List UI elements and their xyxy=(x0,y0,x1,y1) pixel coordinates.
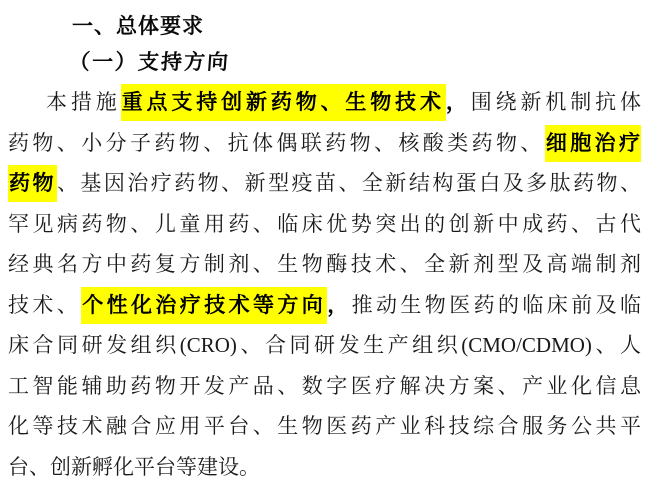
body-text: 技术、 xyxy=(8,292,82,317)
body-text: 工智能辅助药物开发产品、数字医疗解决方案、产业化信息 xyxy=(8,373,641,398)
body-text: 推动生物医药的临床前及临 xyxy=(351,292,642,317)
section-title: 一、总体要求 xyxy=(72,14,204,38)
highlighted-text: 细胞治疗 xyxy=(545,125,641,162)
highlighted-text: 药物 xyxy=(8,165,57,202)
body-text: 化等技术融合应用平台、生物医药产业科技综合服务公共平 xyxy=(8,414,641,438)
body-text: 围绕新机制抗体 xyxy=(470,90,642,114)
paragraph-line xyxy=(8,406,641,447)
body-text: 罕见病药物、儿童用药、临床优势突出的创新中成药、古代 xyxy=(8,211,641,236)
paragraph-line xyxy=(8,366,641,407)
body-text: 经典名方中药复方制剂、生物酶技术、全新剂型及高端制剂 xyxy=(8,252,641,276)
paragraph-line xyxy=(8,244,641,285)
body-text: ， xyxy=(327,292,352,317)
paragraph-line xyxy=(8,82,641,123)
paragraph-line xyxy=(8,325,641,366)
body-text: 药物、小分子药物、抗体偶联药物、核酸类药物、 xyxy=(8,130,545,155)
highlighted-text: 个性化治疗技术等方向 xyxy=(81,287,327,324)
paragraph-line xyxy=(8,447,641,488)
paragraph-line xyxy=(8,204,641,245)
body-text: ， xyxy=(445,90,471,114)
paragraph-line xyxy=(8,123,641,164)
body-text: 、基因治疗药物、新型疫苗、全新结构蛋白及多肽药物、 xyxy=(56,171,642,195)
body-text: 台、创新孵化平台等建设。 xyxy=(8,454,260,479)
paragraph xyxy=(8,82,641,487)
body-text: 本措施 xyxy=(46,90,121,114)
subsection-title: （一）支持方向 xyxy=(68,50,231,74)
paragraph-line xyxy=(8,163,641,204)
body-text: 床合同研发组织(CRO)、合同研发生产组织(CMO/CDMO)、人 xyxy=(8,333,641,357)
paragraph-line xyxy=(8,285,641,326)
highlighted-text: 重点支持创新药物、生物技术 xyxy=(121,84,446,121)
